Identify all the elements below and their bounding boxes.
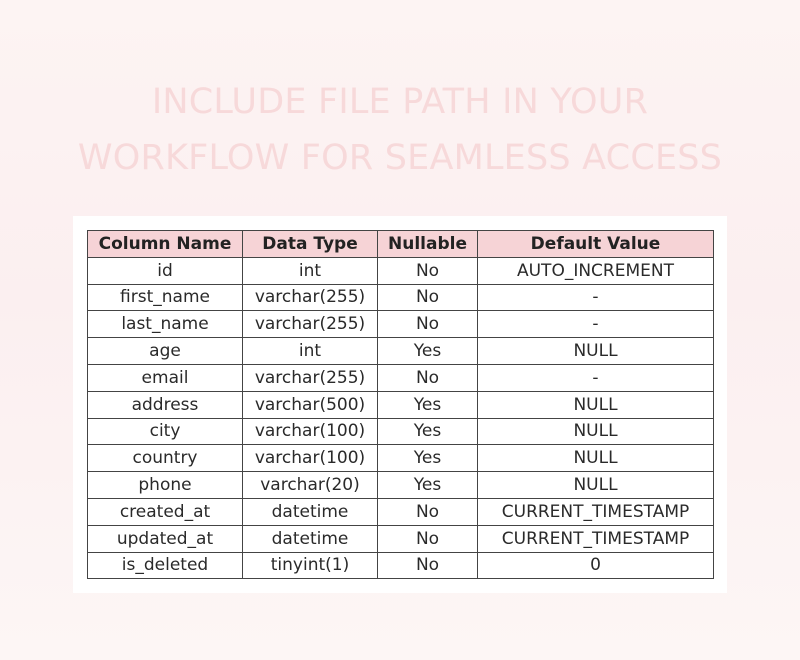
table-row — [88, 418, 714, 445]
cell-column-name: last_name — [88, 311, 243, 338]
cell-column-name: updated_at — [88, 525, 243, 552]
cell-default-value: AUTO_INCREMENT — [478, 257, 714, 284]
title-line-2: WORKFLOW FOR SEAMLESS ACCESS — [77, 138, 723, 178]
cell-default-value: - — [478, 364, 714, 391]
table-row — [88, 498, 714, 525]
cell-nullable: Yes — [378, 338, 478, 365]
cell-nullable: No — [378, 257, 478, 284]
header-default-value: Default Value — [478, 231, 714, 258]
cell-nullable: Yes — [378, 472, 478, 499]
cell-column-name: phone — [88, 472, 243, 499]
cell-data-type: varchar(20) — [243, 472, 378, 499]
cell-data-type: varchar(255) — [243, 311, 378, 338]
cell-default-value: CURRENT_TIMESTAMP — [478, 498, 714, 525]
cell-column-name: address — [88, 391, 243, 418]
cell-nullable: No — [378, 364, 478, 391]
cell-column-name: city — [88, 418, 243, 445]
cell-data-type: int — [243, 338, 378, 365]
cell-default-value: - — [478, 284, 714, 311]
cell-nullable: No — [378, 284, 478, 311]
cell-data-type: varchar(100) — [243, 418, 378, 445]
cell-column-name: age — [88, 338, 243, 365]
header-row — [88, 231, 714, 258]
cell-default-value: NULL — [478, 472, 714, 499]
header-nullable: Nullable — [378, 231, 478, 258]
cell-default-value: NULL — [478, 338, 714, 365]
cell-column-name: is_deleted — [88, 552, 243, 579]
table-row — [88, 472, 714, 499]
table-row — [88, 284, 714, 311]
cell-nullable: No — [378, 498, 478, 525]
table-row — [88, 338, 714, 365]
cell-nullable: Yes — [378, 391, 478, 418]
schema-table — [87, 230, 714, 579]
cell-data-type: varchar(500) — [243, 391, 378, 418]
cell-data-type: datetime — [243, 498, 378, 525]
table-row — [88, 552, 714, 579]
cell-data-type: varchar(255) — [243, 364, 378, 391]
cell-default-value: NULL — [478, 445, 714, 472]
cell-data-type: varchar(100) — [243, 445, 378, 472]
cell-data-type: varchar(255) — [243, 284, 378, 311]
cell-column-name: email — [88, 364, 243, 391]
cell-column-name: first_name — [88, 284, 243, 311]
cell-nullable: Yes — [378, 418, 478, 445]
cell-nullable: No — [378, 552, 478, 579]
cell-default-value: - — [478, 311, 714, 338]
cell-default-value: NULL — [478, 391, 714, 418]
cell-nullable: No — [378, 525, 478, 552]
table-row — [88, 391, 714, 418]
table-row — [88, 364, 714, 391]
table-card — [73, 216, 727, 593]
page-title — [0, 74, 800, 186]
table-row — [88, 311, 714, 338]
cell-default-value: 0 — [478, 552, 714, 579]
header-data-type: Data Type — [243, 231, 378, 258]
cell-data-type: tinyint(1) — [243, 552, 378, 579]
title-line-1: INCLUDE FILE PATH IN YOUR — [151, 82, 649, 122]
cell-default-value: NULL — [478, 418, 714, 445]
cell-data-type: int — [243, 257, 378, 284]
cell-column-name: country — [88, 445, 243, 472]
table-row — [88, 445, 714, 472]
cell-nullable: Yes — [378, 445, 478, 472]
cell-column-name: id — [88, 257, 243, 284]
cell-nullable: No — [378, 311, 478, 338]
header-column-name: Column Name — [88, 231, 243, 258]
table-row — [88, 257, 714, 284]
cell-column-name: created_at — [88, 498, 243, 525]
table-row — [88, 525, 714, 552]
cell-data-type: datetime — [243, 525, 378, 552]
cell-default-value: CURRENT_TIMESTAMP — [478, 525, 714, 552]
